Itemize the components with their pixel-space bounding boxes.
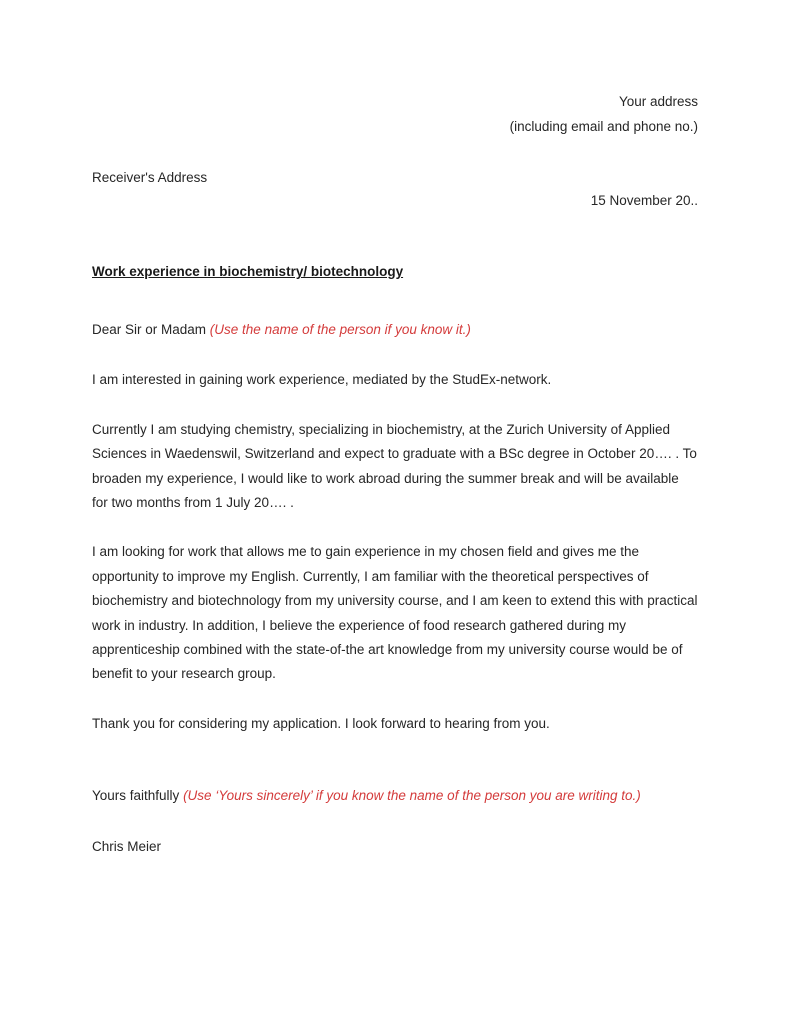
- letter-paragraph-4: Thank you for considering my application. I look forward to hearing from you.: [92, 715, 550, 731]
- sender-address-block: [92, 89, 698, 139]
- letter-signature: Chris Meier: [92, 838, 162, 854]
- letter-paragraph-2: Currently I am studying chemistry, specializing in biochemistry, at the Zurich University of Applied Sciences in Waedenswil, Switzerland and expect to graduate with a BSc degree in October 20…. . To broaden my experience, I would like to work abroad during the summer break and will be available for two months from 1 July 20…. .: [92, 421, 697, 511]
- letter-salutation: [92, 318, 698, 342]
- closing-text: Yours faithfully: [92, 788, 184, 804]
- letter-paragraph-3: I am looking for work that allows me to gain experience in my chosen field and gives me the opportunity to improve my English. Currently, I am familiar with the theoretical perspectives of biochemistry and biotechnology from my university course, and I am keen to extend this with practical work in industry. In addition, I believe the experience of food research gathered during my apprenticeship combined with the state-of-the art knowledge from my university course would be of benefit to your research group.: [92, 544, 698, 682]
- salutation-text: Dear Sir or Madam: [92, 322, 210, 337]
- sender-contact-line: (including email and phone no.): [509, 119, 698, 134]
- letter-subject: Work experience in biochemistry/ biotechnology: [92, 264, 404, 279]
- closing-annotation: (Use ‘Yours sincerely’ if you know the name of the person you are writing to.): [183, 788, 641, 804]
- letter-date: 15 November 20..: [590, 193, 698, 208]
- letter-paragraph-1: I am interested in gaining work experience, mediated by the StudEx-network.: [92, 372, 552, 388]
- letter-closing: [92, 784, 698, 808]
- sender-address-line: Your address: [618, 94, 698, 109]
- receiver-address-line: Receiver's Address: [92, 170, 208, 185]
- letter-body: [92, 0, 698, 859]
- salutation-annotation: (Use the name of the person if you know it.): [209, 322, 471, 337]
- receiver-address-block: [92, 165, 207, 190]
